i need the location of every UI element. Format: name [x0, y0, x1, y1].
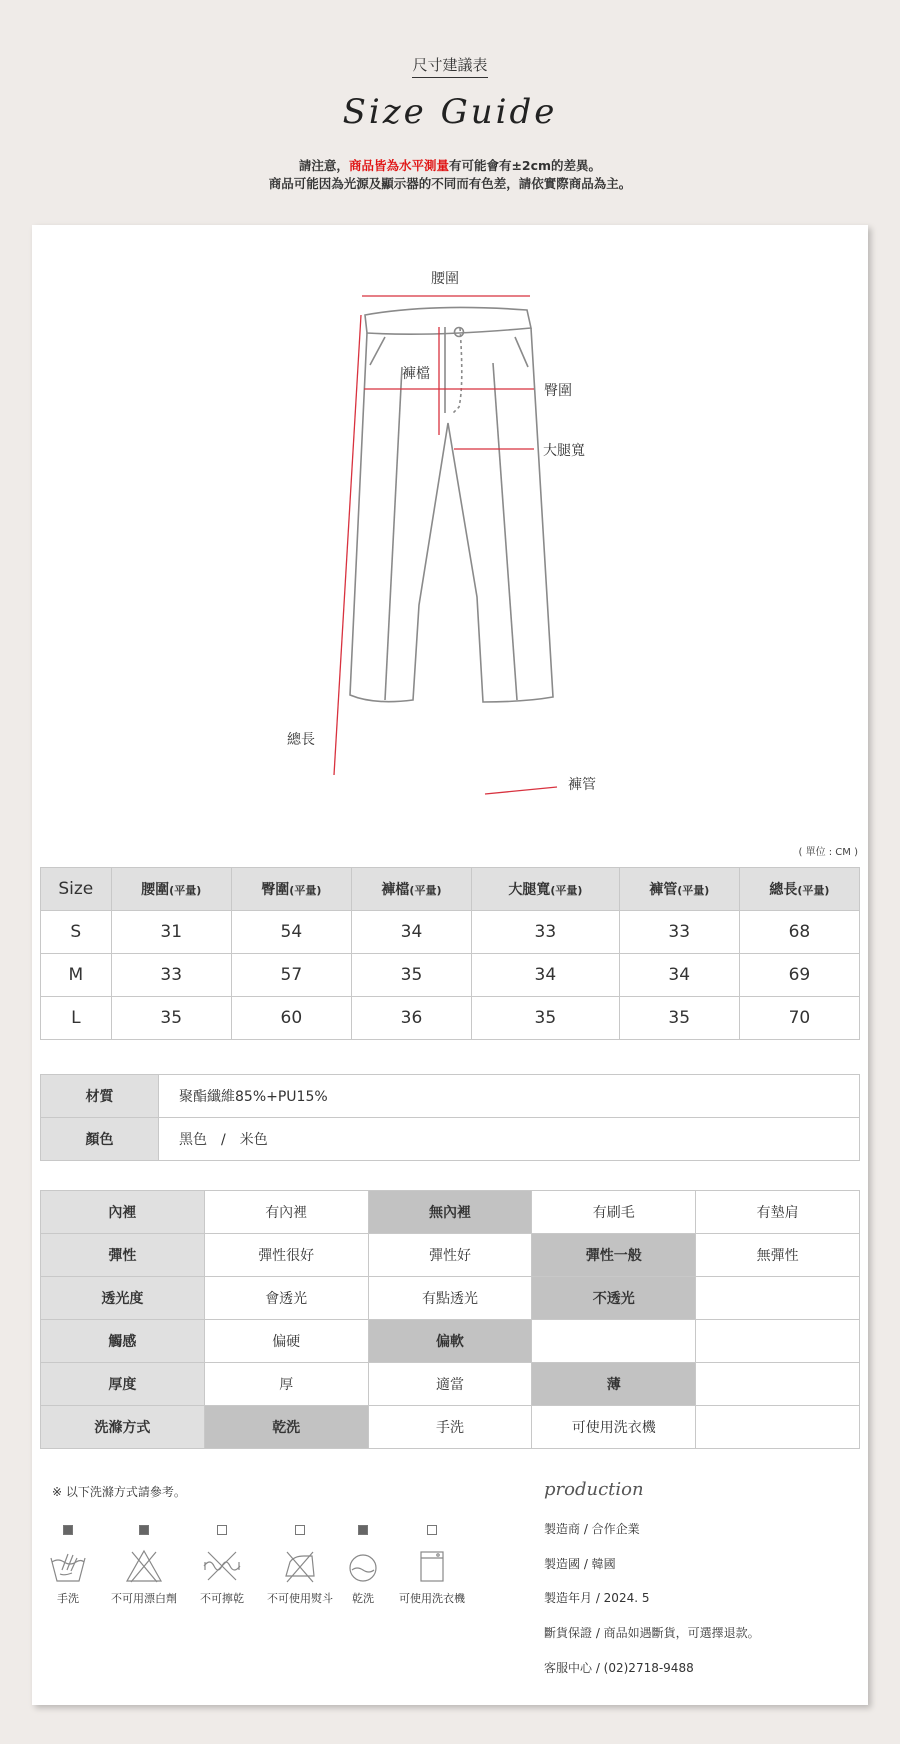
feature-label: 洗滌方式 — [41, 1406, 205, 1449]
table-cell: 69 — [739, 954, 859, 997]
feature-option: 乾洗 — [204, 1406, 368, 1449]
feature-table — [40, 1190, 860, 1449]
table-row — [41, 1191, 860, 1234]
feature-option: 可使用洗衣機 — [532, 1406, 696, 1449]
table-cell: 35 — [351, 954, 471, 997]
table-row — [41, 911, 860, 954]
table-cell: S — [41, 911, 112, 954]
dry-clean-icon — [343, 1548, 383, 1584]
care-item — [392, 1525, 472, 1606]
table-cell: 34 — [472, 954, 620, 997]
feature-table-body — [41, 1191, 860, 1449]
page-title: Size Guide — [342, 92, 558, 132]
size-guide-card — [32, 225, 868, 1705]
thigh-header-cell: 大腿寬(平量) — [472, 868, 620, 911]
table-row — [41, 1277, 860, 1320]
material-label: 材質 — [41, 1075, 159, 1118]
table-cell: 70 — [739, 997, 859, 1040]
unit-label: ( 單位 : CM ) — [798, 847, 858, 858]
production-title: production — [544, 1479, 644, 1500]
table-cell: 33 — [472, 911, 620, 954]
feature-option: 彈性好 — [368, 1234, 532, 1277]
care-item — [192, 1525, 252, 1606]
pants-outline — [350, 307, 553, 702]
feature-option: 無彈性 — [696, 1234, 860, 1277]
table-cell: 35 — [619, 997, 739, 1040]
table-cell: 60 — [231, 997, 351, 1040]
measurement-note: 請注意，商品皆為水平測量有可能會有±2cm的差異。 — [298, 158, 602, 173]
material-value: 聚酯纖維85%+PU15% — [159, 1075, 860, 1118]
table-cell: M — [41, 954, 112, 997]
waist-header-cell: 腰圍(平量) — [111, 868, 231, 911]
table-cell: 31 — [111, 911, 231, 954]
care-checkbox — [295, 1525, 305, 1535]
feature-option: 有刷毛 — [532, 1191, 696, 1234]
feature-option: 彈性很好 — [204, 1234, 368, 1277]
care-checkbox — [139, 1525, 149, 1535]
no-bleach-icon — [124, 1548, 164, 1584]
length-label: 總長 — [287, 732, 315, 748]
length-header-cell: 總長(平量) — [739, 868, 859, 911]
feature-label: 透光度 — [41, 1277, 205, 1320]
care-item — [44, 1525, 92, 1606]
pants-diagram — [32, 225, 868, 825]
table-cell: 57 — [231, 954, 351, 997]
rise-label: 褲檔 — [402, 366, 430, 382]
feature-option: 會透光 — [204, 1277, 368, 1320]
table-cell: 54 — [231, 911, 351, 954]
feature-option — [696, 1363, 860, 1406]
size-table — [40, 867, 860, 1040]
care-checkbox — [427, 1525, 437, 1535]
care-label: 可使用洗衣機 — [399, 1592, 465, 1605]
care-label: 乾洗 — [352, 1592, 374, 1605]
table-cell: 33 — [111, 954, 231, 997]
table-row — [41, 1320, 860, 1363]
care-item — [343, 1525, 383, 1606]
hem-label: 褲管 — [568, 777, 596, 793]
color-label: 顏色 — [41, 1118, 159, 1161]
table-row — [41, 1406, 860, 1449]
no-wring-icon — [202, 1548, 242, 1584]
table-row — [41, 997, 860, 1040]
size-table-header — [41, 868, 860, 911]
care-label: 手洗 — [57, 1592, 79, 1605]
care-checkbox — [217, 1525, 227, 1535]
feature-option: 有墊肩 — [696, 1191, 860, 1234]
feature-option: 有內裡 — [204, 1191, 368, 1234]
size-header-cell: Size — [41, 868, 112, 911]
table-cell: 34 — [619, 954, 739, 997]
feature-option — [696, 1277, 860, 1320]
care-label: 不可使用熨斗 — [267, 1592, 333, 1605]
hip-label: 臀圍 — [544, 383, 572, 399]
measurement-highlight: 商品皆為水平測量 — [348, 158, 449, 173]
feature-option: 厚 — [204, 1363, 368, 1406]
color-note: 商品可能因為光源及顯示器的不同而有色差，請依實際商品為主。 — [268, 176, 632, 191]
care-checkbox — [63, 1525, 73, 1535]
manufacturer-info: 製造商 / 合作企業 — [544, 1522, 640, 1536]
material-table — [40, 1074, 860, 1161]
table-cell: 34 — [351, 911, 471, 954]
waist-label: 腰圍 — [431, 271, 459, 287]
table-cell: 33 — [619, 911, 739, 954]
table-row — [41, 954, 860, 997]
table-cell: 68 — [739, 911, 859, 954]
customer-service-info: 客服中心 / (02)2718-9488 — [544, 1661, 694, 1675]
feature-option — [696, 1320, 860, 1363]
care-note: ※ 以下洗滌方式請參考。 — [52, 1485, 186, 1499]
hem-measure-line — [485, 787, 557, 794]
feature-option: 薄 — [532, 1363, 696, 1406]
country-info: 製造國 / 韓國 — [544, 1557, 616, 1571]
hem-header-cell: 褲管(平量) — [619, 868, 739, 911]
feature-option: 偏硬 — [204, 1320, 368, 1363]
color-value: 黑色 / 米色 — [159, 1118, 860, 1161]
care-item — [104, 1525, 184, 1606]
table-row — [41, 1363, 860, 1406]
stock-guarantee-info: 斷貨保證 / 商品如遇斷貨，可選擇退款。 — [544, 1626, 760, 1640]
feature-label: 內裡 — [41, 1191, 205, 1234]
care-checkbox — [358, 1525, 368, 1535]
feature-option — [532, 1320, 696, 1363]
feature-label: 厚度 — [41, 1363, 205, 1406]
feature-label: 觸感 — [41, 1320, 205, 1363]
date-info: 製造年月 / 2024. 5 — [544, 1591, 650, 1605]
hip-header-cell: 臀圍(平量) — [231, 868, 351, 911]
table-cell: 35 — [111, 997, 231, 1040]
hand-wash-icon — [48, 1548, 88, 1584]
table-row — [41, 1234, 860, 1277]
table-row — [41, 1118, 860, 1161]
care-item — [260, 1525, 340, 1606]
table-row — [41, 1075, 860, 1118]
table-cell: 35 — [472, 997, 620, 1040]
no-iron-icon — [280, 1548, 320, 1584]
feature-option — [696, 1406, 860, 1449]
feature-option: 彈性一般 — [532, 1234, 696, 1277]
feature-option: 有點透光 — [368, 1277, 532, 1320]
page-subtitle: 尺寸建議表 — [0, 54, 900, 75]
rise-header-cell: 褲檔(平量) — [351, 868, 471, 911]
feature-option: 適當 — [368, 1363, 532, 1406]
feature-option: 手洗 — [368, 1406, 532, 1449]
feature-option: 不透光 — [532, 1277, 696, 1320]
feature-option: 無內裡 — [368, 1191, 532, 1234]
feature-option: 偏軟 — [368, 1320, 532, 1363]
care-label: 不可擰乾 — [200, 1592, 244, 1605]
thigh-label: 大腿寬 — [543, 443, 585, 459]
washing-machine-icon — [412, 1548, 452, 1584]
table-cell: L — [41, 997, 112, 1040]
feature-label: 彈性 — [41, 1234, 205, 1277]
table-cell: 36 — [351, 997, 471, 1040]
care-label: 不可用漂白劑 — [111, 1592, 177, 1605]
